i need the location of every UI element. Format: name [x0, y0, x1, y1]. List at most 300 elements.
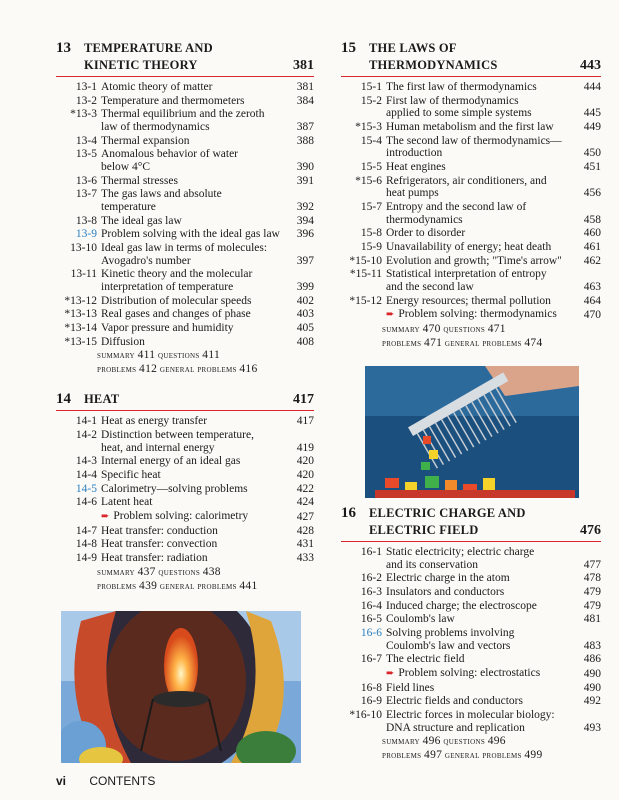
section-title [101, 228, 290, 241]
section-page: 424 [296, 496, 314, 509]
general-problems-label: general problems [159, 365, 237, 376]
section-title-text: Problem solving with the ideal gas law [101, 228, 280, 241]
section-number: 14-5 [75, 482, 97, 495]
chapter-page: 476 [580, 523, 601, 538]
arrow-icon: ➨ [386, 668, 395, 679]
section-page: 490 [583, 668, 601, 680]
section-title-text: Anomalous behavior of water below 4°C [101, 148, 239, 173]
section-title [386, 175, 577, 200]
section-title-text: Coulomb's law [386, 613, 455, 626]
hot-air-balloon-photo [61, 611, 301, 763]
section-title-text: Heat transfer: conduction [101, 524, 218, 537]
section-title [101, 148, 290, 173]
section-page: 493 [583, 721, 601, 734]
section-title-text: Insulators and conductors [386, 585, 505, 598]
section-number: 15-7 [360, 200, 382, 213]
section-title-text: Thermal stresses [101, 174, 178, 187]
section-title [386, 308, 577, 322]
section-page: 388 [296, 134, 314, 147]
toc-entry [341, 613, 601, 626]
section-number: 14-1 [75, 415, 97, 428]
chapter-title: THE LAWS OF THERMODYNAMICS [369, 41, 498, 72]
section-page: 444 [583, 81, 601, 93]
section-page: 490 [583, 681, 601, 694]
section-page: 422 [296, 482, 314, 495]
section-page: 478 [583, 572, 601, 585]
section-title-text: Induced charge; the electroscope [386, 599, 537, 612]
section-title-text: Heat transfer: radiation [101, 552, 208, 565]
questions-page: 496 [487, 735, 506, 748]
general-problems-label: general problems [444, 338, 522, 349]
section-number: *13-15 [64, 335, 97, 348]
section-title-text: Thermal expansion [101, 134, 190, 147]
general-problems-page: 499 [524, 749, 543, 762]
section-title-text: Calorimetry—solving problems [101, 482, 248, 495]
section-title-text: Kinetic theory and the molecular interpretation of temperature [101, 268, 253, 293]
toc-entry [341, 255, 601, 268]
toc-entry [56, 215, 314, 228]
toc-entry [341, 81, 601, 94]
section-number: 16-1 [360, 546, 382, 558]
section-title-text: Heat as energy transfer [101, 415, 208, 428]
section-page: 456 [583, 187, 601, 200]
section-number: 16-8 [360, 681, 382, 694]
toc-entry [341, 201, 601, 226]
section-page: 420 [296, 468, 314, 481]
problems-page: 497 [424, 749, 443, 762]
toc-entry [56, 148, 314, 173]
section-page: 417 [296, 415, 314, 428]
section-title [386, 627, 577, 652]
section-page: 479 [583, 585, 601, 598]
section-number: 16-2 [360, 572, 382, 585]
questions-label: questions [443, 737, 486, 748]
section-number: 15-1 [360, 81, 382, 93]
section-number: 16-4 [360, 599, 382, 612]
section-page: 387 [296, 120, 314, 133]
toc-entry [56, 538, 314, 551]
section-title-text: The electric field [386, 653, 465, 666]
page-footer [56, 774, 155, 788]
section-number: 16-3 [360, 585, 382, 598]
toc-entry [56, 525, 314, 538]
section-title [386, 653, 577, 666]
section-title-text: Evolution and growth; "Time's arrow" [386, 254, 562, 267]
section-number: 15-4 [360, 134, 382, 147]
section-title-text: Refrigerators, air conditioners, and heat pumps [386, 174, 547, 200]
section-title-text: Real gases and changes of phase [101, 308, 251, 321]
end-matter-line [382, 323, 601, 337]
chapter-number: 13 [56, 40, 71, 56]
toc-entry [56, 483, 314, 496]
chapter-heading [341, 505, 601, 542]
section-title-text: Distribution of molecular speeds [101, 294, 252, 307]
section-page: 381 [296, 81, 314, 93]
summary-page: 470 [422, 322, 441, 335]
summary-label: summary [382, 737, 420, 748]
toc-entry [56, 429, 314, 454]
chapter-number: 15 [341, 40, 356, 56]
section-title-text: Problem solving: electrostatics [398, 667, 541, 679]
toc-entry [56, 135, 314, 148]
section-number: 13-7 [75, 188, 97, 201]
section-title-text: Static electricity; electric charge and its conservation [386, 546, 535, 571]
section-title [101, 469, 290, 482]
section-page: 397 [296, 254, 314, 267]
section-title [101, 483, 290, 496]
problems-page: 471 [424, 336, 443, 349]
section-title [386, 201, 577, 226]
problems-label: problems [382, 338, 422, 349]
section-page: 396 [296, 228, 314, 241]
section-number: 13-1 [75, 81, 97, 93]
toc-entry [56, 496, 314, 509]
section-title [101, 295, 290, 308]
section-page: 445 [583, 107, 601, 120]
section-title-text: Internal energy of an ideal gas [101, 455, 241, 468]
general-problems-page: 474 [524, 336, 543, 349]
section-number: *13-3 [70, 108, 97, 121]
section-number: 14-3 [75, 455, 97, 468]
questions-page: 438 [202, 565, 221, 578]
section-number: 13-11 [70, 268, 97, 281]
section-number: 14-6 [75, 496, 97, 509]
chapter-15 [341, 40, 601, 351]
section-title [101, 455, 290, 468]
section-title [386, 227, 577, 240]
general-problems-label: general problems [159, 581, 237, 592]
section-title-text: Electric charge in the atom [386, 572, 510, 585]
section-title-text: Specific heat [101, 468, 161, 481]
summary-label: summary [97, 567, 135, 578]
footer-label: CONTENTS [89, 774, 156, 788]
section-number: 14-7 [75, 524, 97, 537]
toc-entry [341, 227, 601, 240]
end-matter-line [382, 735, 601, 749]
section-page: 486 [583, 653, 601, 666]
end-matter-line [382, 337, 601, 351]
toc-entry [341, 682, 601, 695]
section-page: 483 [583, 639, 601, 652]
section-page: 403 [296, 308, 314, 321]
section-page: 392 [296, 200, 314, 213]
toc-entry [341, 135, 601, 160]
toc-entry [56, 175, 314, 188]
arrow-icon: ➨ [386, 309, 395, 321]
section-page: 384 [296, 94, 314, 107]
section-page: 470 [583, 309, 601, 322]
chapter-number: 14 [56, 391, 71, 408]
section-page: 451 [583, 160, 601, 173]
section-number: *15-6 [355, 174, 382, 187]
toc-entry [341, 546, 601, 571]
toc-entry [56, 552, 314, 565]
arrow-icon: ➨ [101, 511, 110, 522]
problems-page: 412 [139, 363, 158, 376]
section-number: 14-8 [75, 538, 97, 551]
problems-label: problems [382, 751, 422, 762]
section-number [341, 667, 386, 681]
section-title [101, 322, 290, 335]
section-page: 391 [296, 174, 314, 187]
section-page: 458 [583, 213, 601, 226]
section-title [386, 600, 577, 613]
toc-entry [56, 455, 314, 468]
section-page: 433 [296, 552, 314, 565]
toc-entry [56, 81, 314, 94]
section-number: 14-9 [75, 552, 97, 565]
section-page: 463 [583, 280, 601, 293]
section-title [386, 95, 577, 120]
toc-entry [56, 308, 314, 321]
page-number: vi [56, 774, 67, 788]
toc-entry [341, 572, 601, 585]
section-title [101, 552, 290, 565]
section-title-text: Electric fields and conductors [386, 695, 523, 708]
section-title [386, 613, 577, 626]
section-page: 428 [296, 524, 314, 537]
section-title-text: Heat transfer: convection [101, 538, 218, 551]
section-title-text: The second law of thermodynamics— introduction [386, 134, 562, 160]
section-number: *13-13 [64, 308, 97, 321]
section-title-text: First law of thermodynamics applied to some simple systems [386, 94, 532, 120]
chapter-13 [56, 40, 314, 377]
toc-entry [341, 95, 601, 120]
toc-entry [341, 627, 601, 652]
section-page: 479 [583, 599, 601, 612]
section-title [101, 429, 290, 454]
section-title [386, 161, 577, 174]
questions-page: 471 [487, 322, 506, 335]
chapter-page: 381 [293, 58, 314, 73]
section-page: 402 [296, 294, 314, 307]
comb-and-paper-pieces-photo [365, 366, 579, 498]
section-title [101, 308, 290, 321]
end-matter-line [97, 363, 314, 377]
section-title [101, 510, 290, 524]
chapter-heading [341, 40, 601, 77]
end-matter-line [97, 566, 314, 580]
section-title-text: Entropy and the second law of thermodynamics [386, 200, 527, 226]
section-title [386, 81, 577, 94]
section-number: *16-10 [349, 709, 382, 722]
problems-label: problems [97, 581, 137, 592]
toc-entry [56, 95, 314, 108]
section-title-text: The ideal gas law [101, 214, 182, 227]
section-title-text: Thermal equilibrium and the zeroth law of thermodynamics [101, 108, 265, 133]
chapter-title: HEAT [84, 392, 120, 407]
chapter-page: 417 [293, 392, 314, 408]
section-title [386, 572, 577, 585]
section-page: 462 [583, 254, 601, 267]
section-title-text: Ideal gas law in terms of molecules: Avogadro's number [101, 241, 268, 267]
section-page: 492 [583, 695, 601, 708]
section-number: *15-11 [349, 268, 382, 281]
section-number: 15-8 [360, 227, 382, 240]
section-number: 13-8 [75, 214, 97, 227]
chapter-heading [56, 40, 314, 77]
questions-label: questions [443, 324, 486, 335]
section-page: 450 [583, 147, 601, 160]
section-title [386, 682, 577, 695]
section-number: 13-6 [75, 174, 97, 187]
section-title [101, 135, 290, 148]
section-number: 15-9 [360, 240, 382, 253]
section-title [101, 188, 290, 213]
end-matter-line [382, 749, 601, 763]
section-page: 449 [583, 120, 601, 133]
section-number: *13-14 [64, 321, 97, 334]
summary-page: 411 [137, 349, 156, 362]
section-page: 464 [583, 294, 601, 307]
section-title [386, 255, 577, 268]
section-title [101, 95, 290, 108]
toc-entry [341, 241, 601, 254]
toc-entry [56, 188, 314, 213]
section-number: *13-12 [64, 294, 97, 307]
toc-entry [341, 709, 601, 734]
section-page: 461 [583, 240, 601, 253]
problem-solving-entry [341, 667, 601, 681]
section-title-text: Unavailability of energy; heat death [386, 240, 552, 253]
section-number: 16-7 [360, 653, 382, 666]
problem-solving-entry [341, 308, 601, 322]
summary-page: 496 [422, 735, 441, 748]
toc-entry [341, 695, 601, 708]
section-title-text: The gas laws and absolute temperature [101, 188, 222, 213]
toc-entry [56, 322, 314, 335]
end-matter-line [97, 349, 314, 363]
questions-page: 411 [202, 349, 221, 362]
section-page: 405 [296, 321, 314, 334]
section-page: 427 [296, 511, 314, 523]
section-title-text: Order to disorder [386, 227, 466, 240]
general-problems-page: 416 [239, 363, 258, 376]
section-title-text: Statistical interpretation of entropy and the second law [386, 268, 547, 293]
toc-entry [341, 586, 601, 599]
section-title-text: Problem solving: calorimetry [113, 510, 249, 522]
section-number: 13-4 [75, 134, 97, 147]
section-title [101, 415, 290, 428]
section-number: 15-2 [360, 94, 382, 107]
section-title-text: Human metabolism and the first law [386, 120, 554, 133]
questions-label: questions [158, 567, 201, 578]
section-title [101, 81, 290, 94]
toc-entry [56, 415, 314, 428]
section-page: 394 [296, 214, 314, 227]
problems-label: problems [97, 365, 137, 376]
chapter-title: ELECTRIC CHARGE AND ELECTRIC FIELD [369, 506, 526, 537]
section-number: 16-5 [360, 613, 382, 626]
toc-entry [341, 175, 601, 200]
toc-entry [56, 295, 314, 308]
chapter-title: TEMPERATURE AND KINETIC THEORY [84, 41, 213, 72]
section-title [386, 135, 577, 160]
section-title [386, 667, 577, 681]
toc-entry [56, 469, 314, 482]
chapter-16 [341, 505, 601, 763]
chapter-number: 16 [341, 505, 356, 521]
left-column [56, 40, 314, 594]
section-page: 477 [583, 558, 601, 571]
section-title [101, 538, 290, 551]
toc-entry [56, 242, 314, 267]
toc-entry [341, 121, 601, 134]
chapter-page: 443 [580, 58, 601, 73]
section-title-text: Diffusion [101, 335, 145, 348]
problem-solving-entry [56, 510, 314, 524]
section-title-text: Latent heat [101, 496, 153, 509]
section-title-text: Solving problems involving Coulomb's law and vectors [386, 627, 515, 652]
summary-label: summary [97, 351, 135, 362]
section-number: 14-4 [75, 468, 97, 481]
toc-entry [56, 268, 314, 293]
section-title-text: Field lines [386, 681, 435, 694]
section-number [56, 510, 101, 524]
section-title [386, 709, 577, 734]
summary-page: 437 [137, 565, 156, 578]
section-title [386, 295, 577, 308]
section-number: *15-12 [349, 294, 382, 307]
section-title-text: Energy resources; thermal pollution [386, 294, 551, 307]
section-page: 460 [583, 227, 601, 240]
section-number: 13-2 [75, 94, 97, 107]
section-title-text: Temperature and thermometers [101, 94, 245, 107]
problems-page: 439 [139, 579, 158, 592]
questions-label: questions [158, 351, 200, 362]
right-column-lower [341, 505, 601, 763]
section-title [386, 121, 577, 134]
section-number: 13-5 [75, 148, 97, 161]
section-number: 13-9 [75, 228, 97, 241]
toc-entry [341, 295, 601, 308]
section-number: 16-6 [360, 627, 382, 640]
section-title [101, 268, 290, 293]
general-problems-page: 441 [239, 579, 258, 592]
section-title-text: Electric forces in molecular biology: DNA structure and replication [386, 709, 555, 734]
section-title [386, 241, 577, 254]
section-page: 419 [296, 441, 314, 454]
section-title [101, 175, 290, 188]
section-title [101, 496, 290, 509]
section-number: *15-3 [355, 120, 382, 133]
section-number [341, 308, 386, 322]
section-title [386, 268, 577, 293]
section-title [101, 525, 290, 538]
section-title [386, 695, 577, 708]
toc-entry [341, 653, 601, 666]
toc-entry [341, 161, 601, 174]
toc-entry [56, 336, 314, 349]
section-page: 390 [296, 160, 314, 173]
toc-entry [341, 600, 601, 613]
toc-entry [341, 268, 601, 293]
section-page: 408 [296, 335, 314, 348]
chapter-14 [56, 391, 314, 593]
end-matter-line [97, 580, 314, 594]
section-title [386, 586, 577, 599]
section-number: 13-10 [70, 241, 97, 254]
section-title-text: Distinction between temperature, heat, and internal energy [101, 428, 254, 454]
section-title-text: Problem solving: thermodynamics [398, 308, 557, 321]
section-number: 15-5 [360, 160, 382, 173]
section-title-text: The first law of thermodynamics [386, 81, 537, 93]
summary-label: summary [382, 324, 420, 335]
section-title [101, 242, 290, 267]
right-column [341, 40, 601, 351]
chapter-heading [56, 391, 314, 411]
section-title-text: Heat engines [386, 160, 446, 173]
